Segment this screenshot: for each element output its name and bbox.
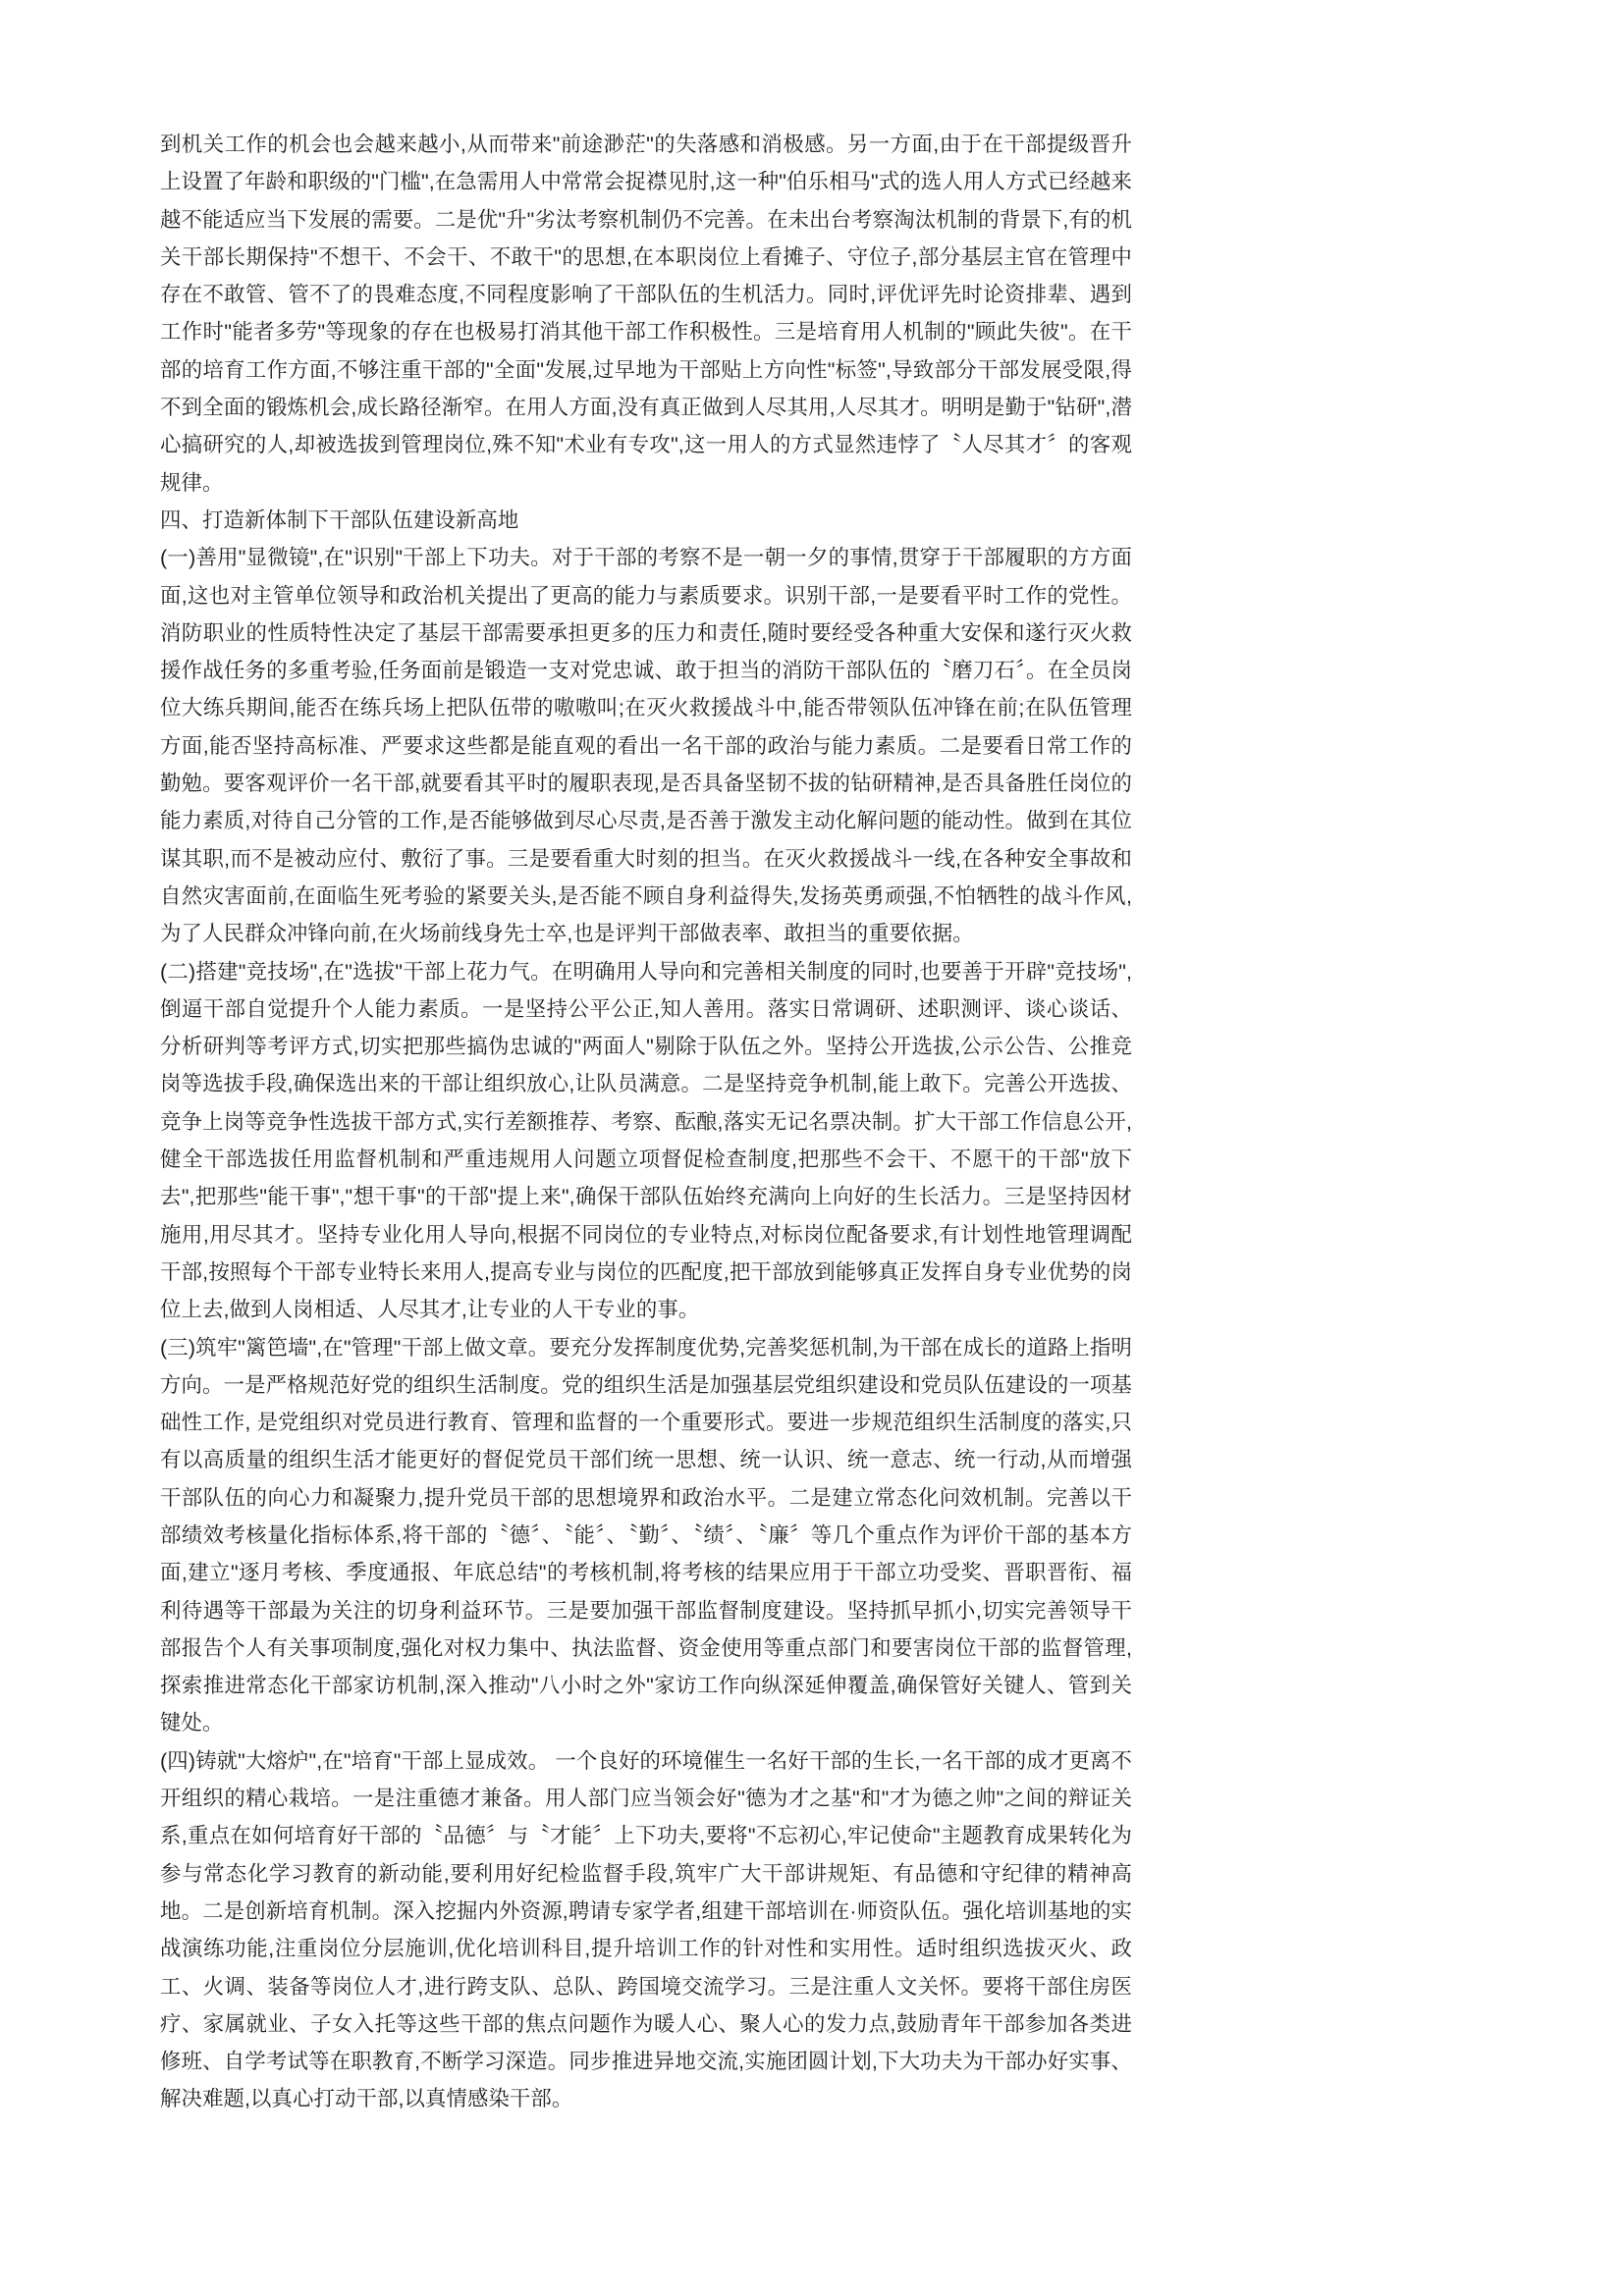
paragraph-subsection-one: (一)善用"显微镜",在"识别"干部上下功夫。对于干部的考察不是一朝一夕的事情,贯穿于干部履职的方方面面,这也对主管单位领导和政治机关提出了更高的能力与素质要求。识别干部,一是要看平时工作的党性。消防职业的性质特性决定了基层干部需要承担更多的压力和责任,随时要经受各种重大安保和遂行灭火救援作战任务的多重考验,任务面前是锻造一支对党忠诚、敢于担当的消防干部队伍的〝磨刀石〞。在全员岗位大练兵期间,能否在练兵场上把队伍带的嗷嗷叫;在灭火救援战斗中,能否带领队伍冲锋在前;在队伍管理方面,能否坚持高标准、严要求这些都是能直观的看出一名干部的政治与能力素质。二是要看日常工作的勤勉。要客观评价一名干部,就要看其平时的履职表现,是否具备坚韧不拔的钻研精神,是否具备胜任岗位的能力素质,对待自己分管的工作,是否能够做到尽心尽责,是否善于激发主动化解问题的能动性。做到在其位谋其职,而不是被动应付、敷衍了事。三是要看重大时刻的担当。在灭火救援战斗一线,在各种安全事故和自然灾害面前,在面临生死考验的紧要关头,是否能不顾自身利益得失,发扬英勇顽强,不怕牺牲的战斗作风,为了人民群众冲锋向前,在火场前线身先士卒,也是评判干部做表率、敢担当的重要依据。 bbox=[160, 546, 1132, 946]
section-heading-four: 四、打造新体制下干部队伍建设新高地 bbox=[160, 507, 519, 532]
paragraph-subsection-two: (二)搭建"竞技场",在"选拔"干部上花力气。在明确用人导向和完善相关制度的同时,也要善于开辟"竞技场",倒逼干部自觉提升个人能力素质。一是坚持公平公正,知人善用。落实日常调研、述职测评、谈心谈话、分析研判等考评方式,切实把那些搞伪忠诚的"两面人"剔除于队伍之外。坚持公开选拔,公示公告、公推竞岗等选拔手段,确保选出来的干部让组织放心,让队员满意。二是坚持竞争机制,能上敢下。完善公开选拔、竞争上岗等竞争性选拔干部方式,实行差额推荐、考察、酝酿,落实无记名票决制。扩大干部工作信息公开,健全干部选拔任用监督机制和严重违规用人问题立项督促检查制度,把那些不会干、不愿干的干部"放下去",把那些"能干事","想干事"的干部"提上来",确保干部队伍始终充满向上向好的生长活力。三是坚持因材施用,用尽其才。坚持专业化用人导向,根据不同岗位的专业特点,对标岗位配备要求,有计划性地管理调配干部,按照每个干部专业特长来用人,提高专业与岗位的匹配度,把干部放到能够真正发挥自身专业优势的岗位上去,做到人岗相适、人尽其才,让专业的人干专业的事。 bbox=[160, 959, 1132, 1322]
document-text-column bbox=[160, 126, 1132, 2118]
paragraph-continued-problems: 到机关工作的机会也会越来越小,从而带来"前途渺茫"的失落感和消极感。另一方面,由于在干部提级晋升上设置了年龄和职级的"门槛",在急需用人中常常会捉襟见肘,这一种"伯乐相马"式的选人用人方式已经越来越不能适应当下发展的需要。二是优"升"劣汰考察机制仍不完善。在未出台考察淘汰机制的背景下,有的机关干部长期保持"不想干、不会干、不敢干"的思想,在本职岗位上看摊子、守位子,部分基层主官在管理中存在不敢管、管不了的畏难态度,不同程度影响了干部队伍的生机活力。同时,评优评先时论资排辈、遇到工作时"能者多劳"等现象的存在也极易打消其他干部工作积极性。三是培育用人机制的"顾此失彼"。在干部的培育工作方面,不够注重干部的"全面"发展,过早地为干部贴上方向性"标签",导致部分干部发展受限,得不到全面的锻炼机会,成长路径渐窄。在用人方面,没有真正做到人尽其用,人尽其才。明明是勤于"钻研",潜心搞研究的人,却被选拔到管理岗位,殊不知"术业有专攻",这一用人的方式显然违悖了〝人尽其才〞的客观规律。 bbox=[160, 133, 1132, 495]
paragraph-subsection-three: (三)筑牢"篱笆墙",在"管理"干部上做文章。要充分发挥制度优势,完善奖惩机制,为干部在成长的道路上指明方向。一是严格规范好党的组织生活制度。党的组织生活是加强基层党组织建设和党员队伍建设的一项基础性工作, 是党组织对党员进行教育、管理和监督的一个重要形式。要进一步规范组织生活制度的落实,只有以高质量的组织生活才能更好的督促党员干部们统一思想、统一认识、统一意志、统一行动,从而增强干部队伍的向心力和凝聚力,提升党员干部的思想境界和政治水平。二是建立常态化问效机制。完善以干部绩效考核量化指标体系,将干部的〝德〞、〝能〞、〝勤〞、〝绩〞、〝廉〞等几个重点作为评价干部的基本方面,建立"逐月考核、季度通报、年底总结"的考核机制,将考核的结果应用于干部立功受奖、晋职晋衔、福利待遇等干部最为关注的切身利益环节。三是要加强干部监督制度建设。坚持抓早抓小,切实完善领导干部报告个人有关事项制度,强化对权力集中、执法监督、资金使用等重点部门和要害岗位干部的监督管理,探索推进常态化干部家访机制,深入推动"八小时之外"家访工作向纵深延伸覆盖,确保管好关键人、管到关键处。 bbox=[160, 1335, 1132, 1735]
paragraph-subsection-four: (四)铸就"大熔炉",在"培育"干部上显成效。 一个良好的环境催生一名好干部的生长,一名干部的成才更离不开组织的精心栽培。一是注重德才兼备。用人部门应当领会好"德为才之基"和"才为德之帅"之间的辩证关系,重点在如何培育好干部的〝品德〞与〝才能〞上下功夫,要将"不忘初心,牢记使命"主题教育成果转化为参与常态化学习教育的新动能,要利用好纪检监督手段,筑牢广大干部讲规矩、有品德和守纪律的精神高地。二是创新培育机制。深入挖掘内外资源,聘请专家学者,组建干部培训在·师资队伍。强化培训基地的实战演练功能,注重岗位分层施训,优化培训科目,提升培训工作的针对性和实用性。适时组织选拔灭火、政工、火调、装备等岗位人才,进行跨支队、总队、跨国境交流学习。三是注重人文关怀。要将干部住房医疗、家属就业、子女入托等这些干部的焦点问题作为暖人心、聚人心的发力点,鼓励青年干部参加各类进修班、自学考试等在职教育,不断学习深造。同步推进异地交流,实施团圆计划,下大功夫为干部办好实事、解决难题,以真心打动干部,以真情感染干部。 bbox=[160, 1748, 1132, 2111]
